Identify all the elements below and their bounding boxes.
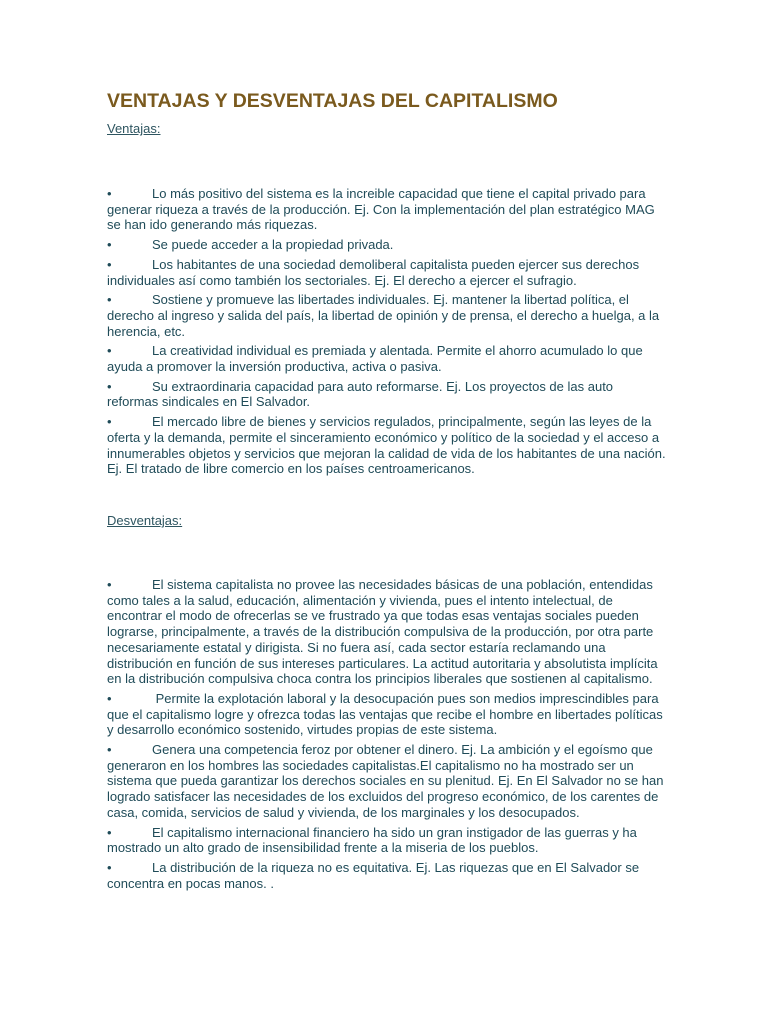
list-item-text: Se puede acceder a la propiedad privada. <box>152 237 394 253</box>
bullet: • <box>107 742 112 758</box>
bullet: • <box>107 256 112 272</box>
list-item-text: Lo más positivo del sistema es la increible capacidad que tiene el capital privado para generar riqueza a través de la producción. Ej. Con la implementación del plan estratégico MAG se han ido generando más riquezas. <box>107 186 655 233</box>
list-item <box>107 257 667 288</box>
document-title: VENTAJAS Y DESVENTAJAS DEL CAPITALISMO <box>107 90 558 112</box>
list-item <box>107 343 667 374</box>
list-item-text: Permite la explotación laboral y la desocupación pues son medios imprescindibles para que el capitalismo logre y ofrezca todas las ventajas que recibe el hombre en libertades políticas y desarrollo económico sostenido, virtudes propias de este sistema. <box>107 690 663 738</box>
list-item <box>107 292 667 339</box>
bullet: • <box>107 292 112 308</box>
list-item-text: Su extraordinaria capacidad para auto reformarse. Ej. Los proyectos de las auto reformas sindicales en El Salvador. <box>107 378 614 410</box>
bullet: • <box>107 343 112 359</box>
list-item-text: Sostiene y promueve las libertades individuales. Ej. mantener la libertad política, el derecho al ingreso y salida del país, la libertad de opinión y de prensa, el derecho a huelga, a la herencia, etc. <box>107 292 660 339</box>
bullet: • <box>107 237 112 253</box>
list-item-text: La distribución de la riqueza no es equitativa. Ej. Las riquezas que en El Salvador se concentra en pocas manos. . <box>107 859 640 891</box>
list-item <box>107 577 667 687</box>
bullet: • <box>107 824 112 840</box>
list-item <box>107 186 667 233</box>
bullet: • <box>107 414 112 430</box>
list-item-text: La creatividad individual es premiada y alentada. Permite el ahorro acumulado lo que ayuda a promover la inversión productiva, activa o pasiva. <box>107 343 643 375</box>
ventajas-list <box>107 186 667 481</box>
list-item <box>107 825 667 856</box>
bullet: • <box>107 690 112 706</box>
list-item-text: Genera una competencia feroz por obtener el dinero. Ej. La ambición y el egoísmo que generaron en los hombres las sociedades capitalistas.El capitalismo no ha mostrado ser un sistema que pueda garantizar los derechos sociales en su plenitud. Ej. En El Salvador no se han logrado satisfacer las necesidades de los excluidos del progreso económico, de los carentes de casa, comida, servicios de salud y vivienda, de los marginales y los desocupados. <box>107 742 664 820</box>
ventajas-heading: Ventajas: <box>107 121 161 136</box>
bullet: • <box>107 378 112 394</box>
desventajas-heading: Desventajas: <box>107 513 183 528</box>
desventajas-list <box>107 577 667 895</box>
list-item <box>107 742 667 821</box>
list-item <box>107 860 667 891</box>
bullet: • <box>107 577 112 592</box>
list-item-text: El mercado libre de bienes y servicios regulados, principalmente, según las leyes de la oferta y la demanda, permite el sinceramiento económico y político de la sociedad y el acceso a innumerables objetos y servicios que mejoran la calidad de vida de los habitantes de una nación. Ej. El tratado de libre comercio en los países centroamericanos. <box>107 414 666 477</box>
list-item <box>107 691 667 738</box>
list-item-text: Los habitantes de una sociedad demoliberal capitalista pueden ejercer sus derechos individuales así como también los sectoriales. Ej. El derecho a ejercer el sufragio. <box>107 256 640 288</box>
list-item-text: El sistema capitalista no provee las necesidades básicas de una población, entendidas como tales a la salud, educación, alimentación y vivienda, pues el intento intelectual, de encontrar el modo de ofrecerlas se ve frustrado ya que todas esas ventajas sociales pueden lograrse, principalmente, a través de la distribución compulsiva de la producción, por otra parte necesariamente estatal y dirigista. Si no fuera así, cada sector estaría reclamando una distribución en función de sus intereses particulares. La actitud autoritaria y absolutista implícita en la distribución compulsiva choca contra los principios liberales que sostienen al capitalismo. <box>107 577 658 687</box>
list-item <box>107 379 667 410</box>
list-item-text: El capitalismo internacional financiero ha sido un gran instigador de las guerras y ha mostrado un alto grado de insensibilidad frente a la miseria de los pueblos. <box>107 824 637 856</box>
list-item <box>107 414 667 477</box>
bullet: • <box>107 186 112 201</box>
list-item <box>107 237 667 253</box>
bullet: • <box>107 859 112 875</box>
